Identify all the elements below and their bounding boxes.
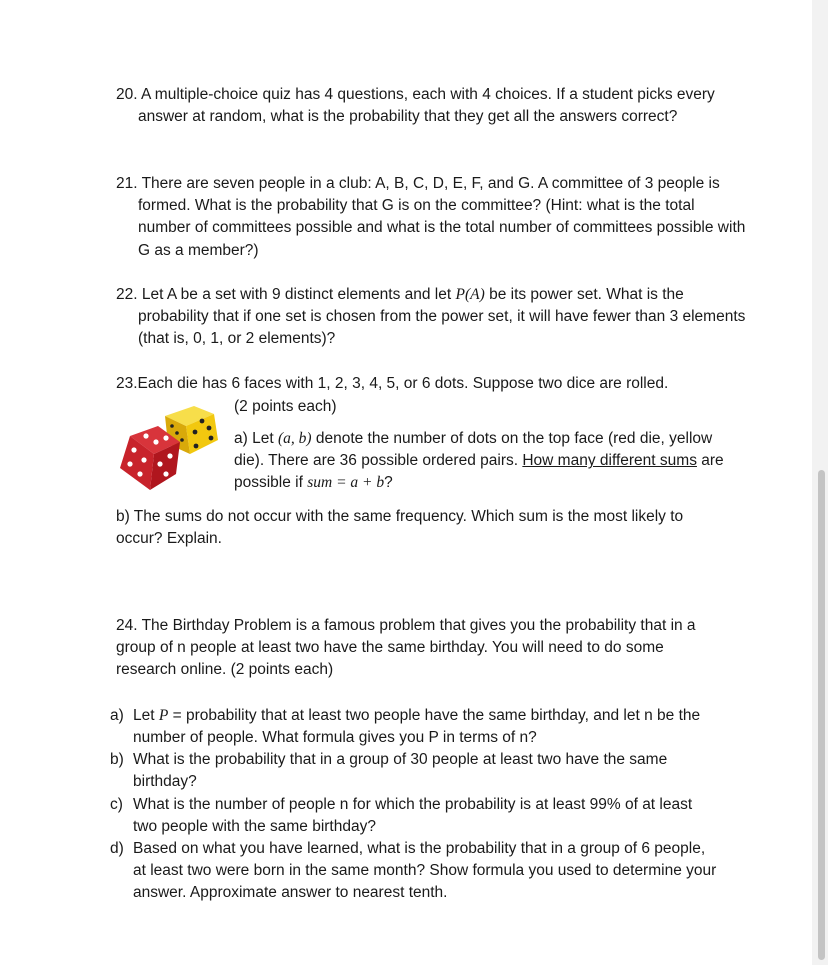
question-24-item-d [110, 838, 720, 905]
question-21-text: 21. There are seven people in a club: A, B, C, D, E, F, and G. A committee of 3 people is formed. What is the probability that G is on the committee? (Hint: what is the total number of committees possible and what is the total number of committees possible with G as a member?) [116, 175, 746, 259]
sum-formula-math: sum = a + b [307, 474, 385, 492]
item-text: What is the probability that in a group of 30 people at least two have the same birthday? [133, 751, 668, 791]
question-23-a-pre: a) Let [234, 430, 278, 447]
question-23-intro: 23.Each die has 6 faces with 1, 2, 3, 4, 5, or 6 dots. Suppose two dice are rolled. [116, 375, 669, 392]
question-24-intro: 24. The Birthday Problem is a famous problem that gives you the probability that in a group of n people at least two have the same birthday. You will need to do some research online. (2 points each) [116, 617, 696, 679]
dice-image [110, 402, 228, 502]
question-23-a-underlined: How many different sums [522, 452, 697, 470]
question-24-item-a [110, 705, 720, 749]
ordered-pair-math: (a, b) [277, 430, 312, 447]
question-20 [116, 84, 728, 128]
question-22 [116, 284, 748, 351]
question-21 [116, 173, 748, 262]
question-23-part-b: b) The sums do not occur with the same frequency. Which sum is the most likely to occur? Explain. [116, 508, 684, 548]
item-label: d) [110, 840, 124, 857]
item-text [133, 705, 720, 749]
scrollbar-thumb[interactable] [818, 470, 825, 960]
vertical-scrollbar[interactable] [812, 0, 828, 965]
question-23-points: (2 points each) [234, 398, 337, 415]
question-20-text: 20. A multiple-choice quiz has 4 questions, each with 4 choices. If a student picks every answer at random, what is the probability that they get all the answers correct? [116, 86, 715, 126]
item-a-post: = probability that at least two people have the same birthday, and let n be the number of people. What formula gives you P in terms of n? [133, 707, 701, 747]
question-24-item-c [110, 794, 720, 838]
question-23-part-a [234, 428, 724, 495]
question-22-pre: 22. Let A be a set with 9 distinct elements and let [116, 286, 456, 303]
power-set-symbol: P(A) [455, 286, 485, 303]
question-22-post: be its power set. What is the probability that if one set is chosen from the power set, it will have fewer than 3 elements (that is, 0, 1, or 2 elements)? [138, 286, 746, 348]
item-a-math: P [158, 707, 169, 724]
item-label: a) [110, 707, 124, 724]
red-die [120, 426, 180, 490]
item-label: c) [110, 796, 123, 813]
item-text: Based on what you have learned, what is the probability that in a group of 6 people, at least two were born in the same month? Show formula you used to determine your answer. Approximate answer to nearest tenth. [133, 840, 717, 902]
item-label: b) [110, 751, 124, 768]
question-24-item-b [110, 749, 720, 793]
item-a-pre: Let [133, 707, 159, 724]
item-text: What is the number of people n for which the probability is at least 99% of at least two people with the same birthday? [133, 796, 693, 836]
question-23-a-post1: are possible if [234, 452, 724, 492]
question-23-a-mid: denote the number of dots on the top face (red die, yellow die). There are 36 possible ordered pairs. [234, 430, 713, 470]
question-23-a-post2: ? [384, 474, 393, 492]
